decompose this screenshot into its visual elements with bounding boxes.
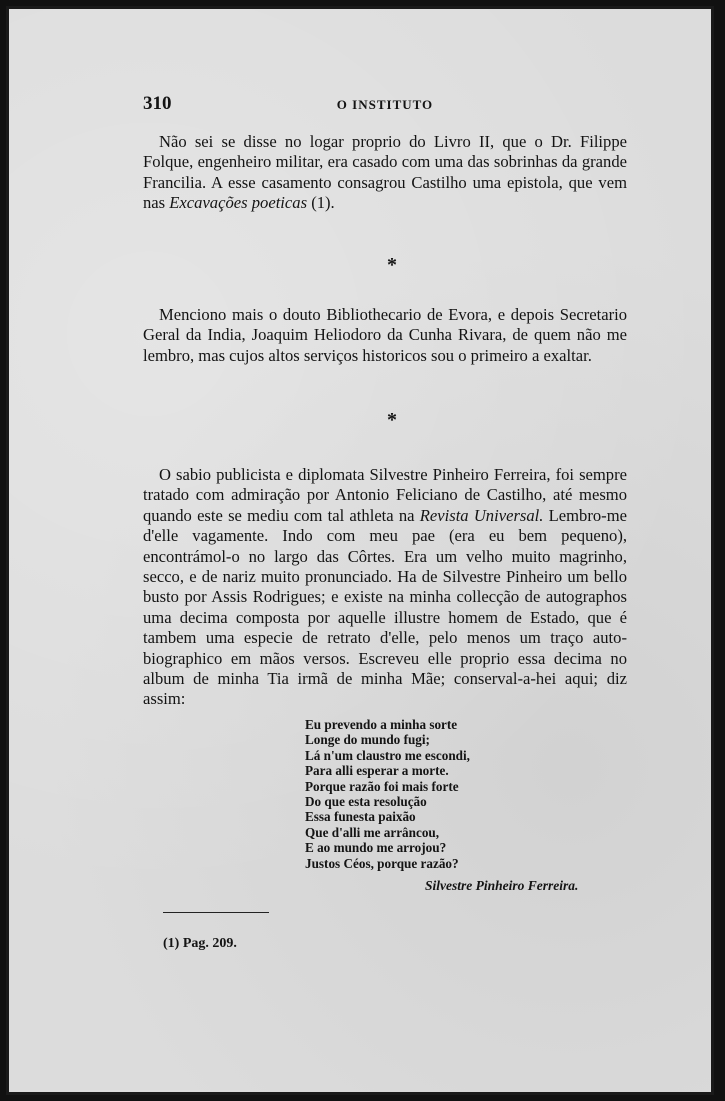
poem-line: Lá n'um claustro me escondi,	[305, 747, 470, 763]
page-number: 310	[143, 93, 172, 114]
poem-line: Eu prevendo a minha sorte	[305, 717, 458, 732]
book-title-italic: Excavações poeticas	[169, 193, 308, 213]
poem-line: Porque razão foi mais forte	[305, 778, 459, 794]
running-title: O INSTITUTO	[336, 97, 434, 112]
paragraph-text: Lembro-me d'elle vagamente. Indo com meu pae (era eu bem pequeno), encontrámol-o no largo das Côrtes. Era um velho muito magrinho, secco, e de nariz muito pronunciado. Ha de Silvestre Pinheiro um bello busto por Assis Rodrigues; e existe na minha collecção de autographos uma decima composta por aquelle illustre homem de Estado, que é tambem uma especie de retrato d'elle, pelo menos um traço auto-biographico em mãos versos. Escreveu elle proprio essa decima no album de minha Tia irmã de minha Mãe; conserval-a-hei aqui; diz assim:	[143, 505, 627, 709]
poem-line: Longe do mundo fugi;	[305, 732, 430, 748]
poem-line: Do que esta resolução	[305, 794, 427, 810]
decima-poem	[305, 717, 470, 871]
poem-line: Que d'alli me arrâncou,	[305, 824, 440, 840]
journal-title-italic: Revista Universal.	[419, 505, 544, 525]
paragraph-text: (1).	[307, 193, 335, 213]
poem-line: Justos Céos, porque razão?	[305, 855, 459, 871]
footnote: (1) Pag. 209.	[163, 936, 237, 951]
footnote-divider	[163, 912, 269, 913]
paragraph-text: Menciono mais o douto Bibliothecario de Evora, e depois Secretario Geral da India, Joaquim Heliodoro da Cunha Rivara, de quem não me lembro, mas cujos altos serviços historicos sou o primeiro a exaltar.	[143, 305, 627, 365]
section-separator: *	[387, 409, 397, 431]
paragraph-text: O sabio publicista e diplomata Silvestre Pinheiro Ferreira, foi sempre tratado com admiração por Antonio Feliciano de Castilho, até mesmo quando este se mediu com tal athleta na	[143, 465, 627, 525]
paragraph-text: Não sei se disse no logar proprio do Livro II, que o Dr. Filippe Folque, engenheiro militar, era casado com uma das sobrinhas da grande Francilia. A esse casamento consagrou Castilho uma epistola, que vem nas	[143, 132, 627, 213]
poem-signature: Silvestre Pinheiro Ferreira.	[425, 878, 579, 893]
section-separator: *	[387, 254, 397, 276]
poem-line: Essa funesta paixão	[305, 809, 416, 825]
page-header	[143, 93, 627, 115]
paragraph-rivara	[143, 305, 627, 366]
poem-line: E ao mundo me arrojou?	[305, 840, 447, 856]
paragraph-pinheiro	[143, 465, 627, 710]
poem-line: Para alli esperar a morte.	[305, 763, 449, 779]
book-page	[6, 6, 714, 1095]
paragraph-folque	[143, 132, 627, 214]
